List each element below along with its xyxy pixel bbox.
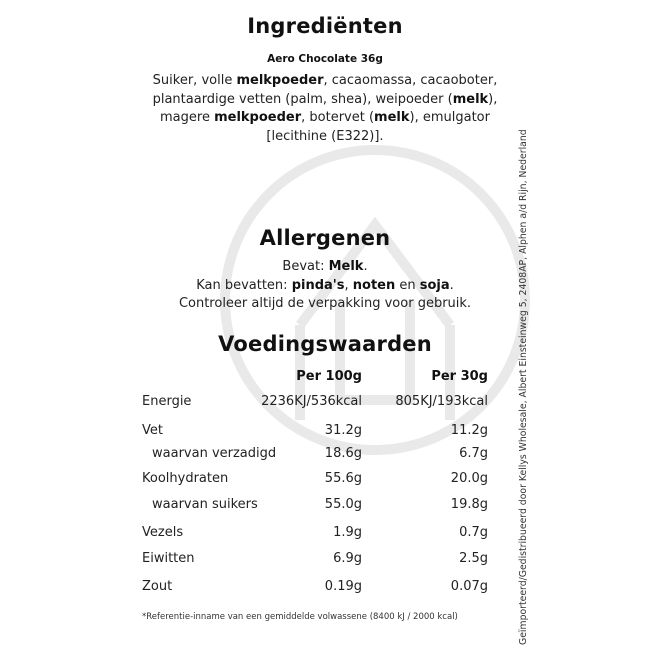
- nutrient-label: Vet: [142, 423, 163, 438]
- value-per-30g: 0.7g: [459, 525, 488, 540]
- value-per-100g: 6.9g: [333, 551, 362, 566]
- text-segment: Kan bevatten:: [196, 277, 292, 293]
- text-line: [0, 277, 650, 296]
- value-per-100g: 0.19g: [324, 579, 362, 594]
- nutrition-row: [142, 551, 492, 569]
- reference-footnote: *Referentie-inname van een gemiddelde volwassene (8400 kJ / 2000 kcal): [142, 612, 458, 622]
- text-segment: ),: [488, 91, 498, 107]
- text-segment: ), emulgator: [409, 110, 490, 125]
- nutrition-row: [142, 423, 492, 441]
- text-segment: ,: [344, 277, 353, 293]
- value-per-30g: 19.8g: [450, 497, 488, 512]
- value-per-100g: 1.9g: [333, 525, 362, 540]
- text-segment: en: [395, 277, 420, 293]
- value-per-30g: 20.0g: [450, 471, 488, 486]
- text-line: [0, 72, 650, 91]
- value-per-30g: 805KJ/193kcal: [395, 394, 488, 409]
- text-segment: Suiker, volle: [152, 73, 237, 88]
- product-name: Aero Chocolate 36g: [267, 53, 383, 65]
- value-per-100g: 31.2g: [324, 423, 362, 438]
- nutrition-row: [142, 525, 492, 543]
- allergens-section: [0, 226, 650, 250]
- text-segment: Controleer altijd de verpakking voor gebruik.: [178, 296, 472, 311]
- allergen-highlight: melkpoeder: [236, 73, 324, 88]
- ingredients-text: [0, 72, 650, 146]
- column-header-per-30g: Per 30g: [431, 369, 488, 384]
- importer-side-text: Geïmporteerd/Gedistribueerd door Kellys Wholesale, Albert Einsteinweg 5, 2408AP, Alphen a/d Rijn, Nederland: [518, 129, 529, 645]
- nutrient-label: Energie: [142, 394, 192, 409]
- allergens-title: Allergenen: [259, 226, 391, 250]
- nutrient-label: Zout: [142, 579, 173, 594]
- allergen-highlight: pinda's: [291, 277, 345, 293]
- value-per-30g: 0.07g: [450, 579, 488, 594]
- allergen-highlight: Melk: [328, 259, 364, 274]
- value-per-100g: 55.0g: [324, 497, 362, 512]
- nutrition-title: Voedingswaarden: [218, 332, 432, 356]
- text-segment: , botervet (: [301, 110, 375, 125]
- text-segment: .: [449, 277, 454, 293]
- nutrition-row: [142, 579, 492, 597]
- value-per-30g: 2.5g: [459, 551, 488, 566]
- text-line: [0, 109, 650, 128]
- ingredients-section: [0, 14, 650, 38]
- text-line: [0, 258, 650, 277]
- allergen-highlight: melk: [374, 110, 410, 125]
- text-segment: .: [363, 259, 368, 274]
- nutrient-label: waarvan suikers: [152, 497, 258, 512]
- nutrition-row: [142, 497, 492, 515]
- column-header-per-100g: Per 100g: [296, 369, 362, 384]
- nutrition-section: [0, 332, 650, 356]
- text-segment: plantaardige vetten (palm, shea), weipoeder (: [152, 91, 453, 107]
- nutrient-label: Vezels: [142, 525, 184, 540]
- ingredients-title: Ingrediënten: [247, 14, 403, 38]
- nutrition-table: [142, 369, 492, 594]
- nutrition-row: [142, 471, 492, 489]
- value-per-100g: 2236KJ/536kcal: [261, 394, 362, 409]
- value-per-30g: 11.2g: [450, 423, 488, 438]
- nutrition-table-header: [142, 369, 492, 389]
- text-line: [0, 91, 650, 110]
- nutrient-label: Koolhydraten: [142, 471, 229, 486]
- allergen-highlight: noten: [352, 277, 396, 293]
- text-segment: Bevat:: [282, 259, 329, 274]
- allergen-highlight: melkpoeder: [214, 110, 302, 125]
- allergens-text: [0, 258, 650, 314]
- text-segment: magere: [160, 110, 215, 125]
- nutrient-label: Eiwitten: [142, 551, 195, 566]
- text-segment: , cacaomassa, cacaoboter,: [323, 73, 498, 88]
- value-per-30g: 6.7g: [459, 446, 488, 461]
- allergen-highlight: melk: [452, 91, 489, 107]
- text-segment: [lecithine (E322)].: [266, 128, 384, 144]
- nutrient-label: waarvan verzadigd: [152, 446, 277, 461]
- nutrition-row: [142, 446, 492, 464]
- text-line: [0, 128, 650, 147]
- value-per-100g: 55.6g: [324, 471, 362, 486]
- value-per-100g: 18.6g: [324, 446, 362, 461]
- nutrition-row: [142, 394, 492, 412]
- allergen-highlight: soja: [419, 277, 450, 293]
- text-line: [0, 295, 650, 314]
